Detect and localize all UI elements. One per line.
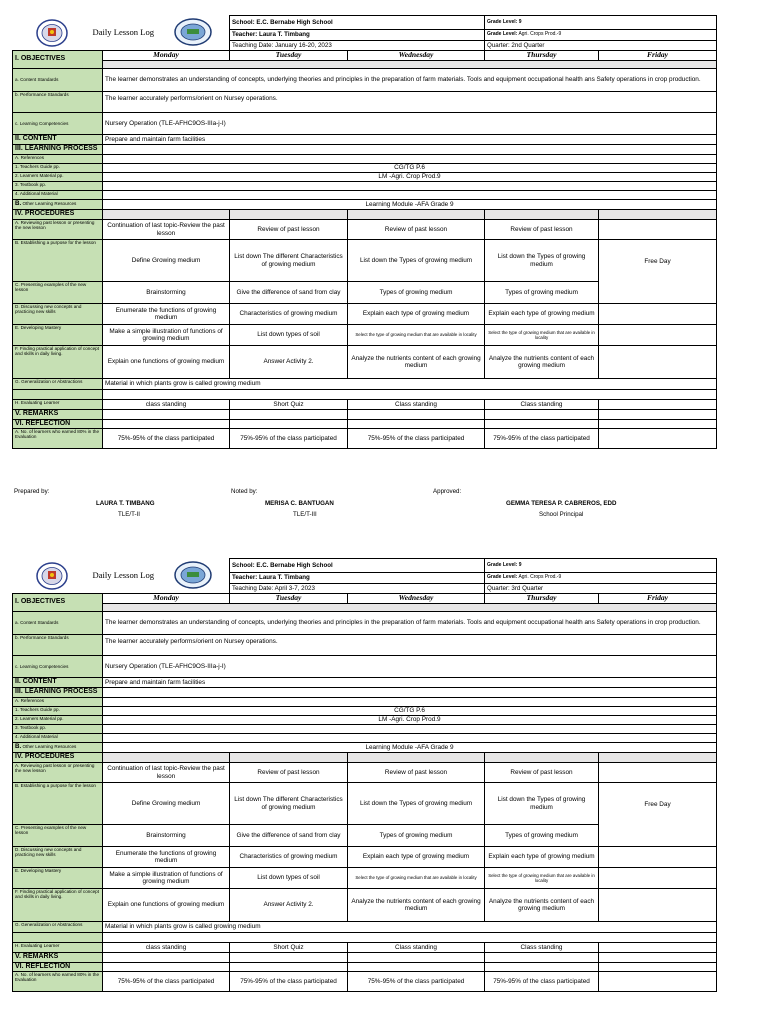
remarks-cell	[599, 410, 717, 420]
learners-material: LM -Agri. Crop Prod.9	[103, 173, 717, 182]
procedures-spacer	[103, 753, 230, 763]
prepared-by-label: Prepared by:	[14, 488, 50, 495]
proc-f-cell	[599, 346, 717, 379]
proc-f-cell: Analyze the nutrients content of each growing medium	[348, 346, 485, 379]
learning-process-blank	[103, 145, 717, 155]
procedures-spacer	[599, 210, 717, 220]
proc-e-cell: Select the type of growing medium that are available in locality	[485, 325, 599, 346]
deped-seal-icon	[35, 18, 69, 48]
refl-a-cell	[599, 972, 717, 992]
proc-h-cell: class standing	[103, 400, 230, 410]
proc-e-cell	[599, 325, 717, 346]
content-heading: II. CONTENT	[13, 678, 103, 688]
other-resources-label-text: Other Learning Resources	[21, 201, 77, 207]
remarks-heading: V. REMARKS	[13, 953, 103, 963]
lesson-log-table	[12, 558, 717, 992]
procedures-spacer	[485, 753, 599, 763]
free-day: Free Day	[599, 240, 717, 304]
content: Prepare and maintain farm facilities	[103, 135, 717, 145]
refl-a-cell: 75%-95% of the class participated	[348, 972, 485, 992]
competencies: Nursery Operation (TLE-AFHC9OS-IIIa-j-I)	[103, 656, 717, 678]
procedures-heading: IV. PROCEDURES	[13, 753, 103, 763]
references-blank	[103, 155, 717, 164]
proc-c-cell: Brainstorming	[103, 282, 230, 304]
proc-h-label: H. Evaluating Learner	[13, 400, 103, 410]
proc-b-cell: List down The different Characteristics of growing medium	[230, 783, 348, 825]
proc-d-cell: Explain each type of growing medium	[485, 304, 599, 325]
reflection-cell	[230, 420, 348, 429]
references-label: A. References	[13, 698, 103, 707]
refl-a-cell: 75%-95% of the class participated	[348, 429, 485, 449]
proc-h-cell: class standing	[103, 943, 230, 953]
competencies-label: c. Learning Competencies	[13, 656, 103, 678]
proc-g-label: G. Generalization or Abstractions	[13, 922, 103, 933]
proc-e-cell: List down types of soil	[230, 868, 348, 889]
proc-d-cell	[599, 304, 717, 325]
remarks-cell	[599, 953, 717, 963]
proc-f-cell: Analyze the nutrients content of each growing medium	[485, 346, 599, 379]
refl-a-cell: 75%-95% of the class participated	[230, 429, 348, 449]
proc-f-label: F. Finding practical application of concept and skills in daily living.	[13, 346, 103, 379]
learning-area-value: Agri. Crops Prod.-9	[518, 574, 562, 581]
proc-d-cell: Explain each type of growing medium	[348, 304, 485, 325]
proc-e-cell: Select the type of growing medium that are available in locality	[485, 868, 599, 889]
proc-g-spacer	[103, 933, 717, 943]
proc-h-cell	[599, 943, 717, 953]
proc-d-cell: Characteristics of growing medium	[230, 847, 348, 868]
references-blank	[103, 698, 717, 707]
proc-a-cell: Continuation of last topic-Review the past lesson	[103, 220, 230, 240]
grade-level-text: Grade Level: 9	[487, 18, 522, 25]
content-standards-label: a. Content Standards	[13, 69, 103, 92]
proc-g-spacer-label	[13, 933, 103, 943]
proc-a-cell: Review of past lesson	[348, 220, 485, 240]
refl-a-cell: 75%-95% of the class participated	[485, 972, 599, 992]
proc-f-cell: Analyze the nutrients content of each growing medium	[485, 889, 599, 922]
learners-material-label: 2. Learners Material pp.	[13, 716, 103, 725]
header-logo-cell	[13, 559, 230, 594]
teachers-guide-label: 1. Teachers Guide pp.	[13, 707, 103, 716]
objectives-heading: I. OBJECTIVES	[13, 51, 103, 69]
procedures-spacer	[103, 210, 230, 220]
proc-a-cell	[599, 763, 717, 783]
proc-c-cell: Give the difference of sand from clay	[230, 282, 348, 304]
day-wednesday: Wednesday	[348, 594, 485, 604]
log-title: Daily Lesson Log	[92, 26, 155, 37]
proc-d-cell: Enumerate the functions of growing medium	[103, 847, 230, 868]
additional-blank	[103, 734, 717, 743]
teacher-name: Teacher: Laura T. Timbang	[230, 573, 485, 584]
refl-a-cell: 75%-95% of the class participated	[103, 972, 230, 992]
proc-e-cell: List down types of soil	[230, 325, 348, 346]
day-thursday: Thursday	[485, 51, 599, 61]
teaching-date: Teaching Date: January 16-20, 2023	[230, 41, 485, 51]
day-monday: Monday	[103, 51, 230, 61]
refl-a-label: A. No. of learners who earned 80% in the Evaluation	[13, 972, 103, 992]
teachers-guide: CG/TG P.6	[103, 707, 717, 716]
content-standards: The learner demonstrates an understanding of concepts, underlying theories and principles in the preparation of farm materials. Tools and equipment occupational health ans Safety operations in crop production.	[103, 69, 717, 92]
proc-h-cell: Class standing	[348, 943, 485, 953]
proc-f-cell	[599, 889, 717, 922]
proc-a-cell: Review of past lesson	[485, 763, 599, 783]
quarter: Quarter: 3rd Quarter	[485, 584, 717, 594]
proc-a-cell: Review of past lesson	[230, 220, 348, 240]
grade-level	[485, 559, 717, 573]
procedures-spacer	[348, 753, 485, 763]
proc-h-cell: Short Quiz	[230, 400, 348, 410]
proc-h-cell: Class standing	[348, 400, 485, 410]
proc-h-cell	[599, 400, 717, 410]
proc-b-cell: List down the Types of growing medium	[485, 240, 599, 282]
proc-c-cell: Types of growing medium	[485, 282, 599, 304]
reflection-cell	[230, 963, 348, 972]
reflection-cell	[103, 963, 230, 972]
proc-f-cell: Explain one functions of growing medium	[103, 889, 230, 922]
proc-d-cell	[599, 847, 717, 868]
proc-c-cell: Types of growing medium	[348, 282, 485, 304]
procedures-spacer	[230, 210, 348, 220]
proc-c-label: C. Presenting examples of the new lesson	[13, 825, 103, 847]
proc-a-cell: Review of past lesson	[348, 763, 485, 783]
objectives-heading: I. OBJECTIVES	[13, 594, 103, 612]
approved-label: Approved:	[433, 488, 462, 495]
proc-c-cell: Types of growing medium	[485, 825, 599, 847]
refl-a-cell: 75%-95% of the class participated	[103, 429, 230, 449]
performance-standards: The learner accurately performs/orient on Nursey operations.	[103, 635, 717, 656]
remarks-cell	[230, 953, 348, 963]
remarks-cell	[230, 410, 348, 420]
proc-g-label: G. Generalization or Abstractions	[13, 379, 103, 390]
proc-g-spacer	[103, 390, 717, 400]
quarter: Quarter: 2nd Quarter	[485, 41, 717, 51]
proc-e-cell	[599, 868, 717, 889]
textbook-blank	[103, 182, 717, 191]
proc-a-cell: Review of past lesson	[485, 220, 599, 240]
proc-d-label: D. Discussing new concepts and practicing new skills	[13, 847, 103, 868]
noted-by-name: MERISA C. BANTUGAN	[265, 500, 334, 507]
proc-f-label: F. Finding practical application of concept and skills in daily living.	[13, 889, 103, 922]
proc-f-cell: Answer Activity 2.	[230, 346, 348, 379]
teachers-guide: CG/TG P.6	[103, 164, 717, 173]
performance-standards-label: b. Performance Standards	[13, 635, 103, 656]
proc-e-cell: Make a simple illustration of functions of growing medium	[103, 868, 230, 889]
other-resources-label	[13, 743, 103, 753]
day-wednesday: Wednesday	[348, 51, 485, 61]
remarks-cell	[348, 953, 485, 963]
reflection-cell	[348, 420, 485, 429]
textbook-label: 3. Textbook pp.	[13, 182, 103, 191]
remarks-cell	[485, 953, 599, 963]
day-tuesday: Tuesday	[230, 51, 348, 61]
other-resources-label	[13, 200, 103, 210]
proc-d-label: D. Discussing new concepts and practicing new skills	[13, 304, 103, 325]
remarks-heading: V. REMARKS	[13, 410, 103, 420]
content: Prepare and maintain farm facilities	[103, 678, 717, 688]
reflection-cell	[599, 963, 717, 972]
references-label: A. References	[13, 155, 103, 164]
reflection-heading: VI. REFLECTION	[13, 420, 103, 429]
free-day: Free Day	[599, 783, 717, 847]
proc-b-label: B. Establishing a purpose for the lesson	[13, 783, 103, 825]
remarks-cell	[348, 410, 485, 420]
proc-a-cell: Continuation of last topic-Review the past lesson	[103, 763, 230, 783]
proc-e-cell: Select the type of growing medium that are available in locality	[348, 868, 485, 889]
learning-area-prefix: Grade Level:	[487, 574, 518, 581]
additional-material-label: 4. Additional Material	[13, 734, 103, 743]
proc-d-cell: Explain each type of growing medium	[348, 847, 485, 868]
procedures-spacer	[599, 753, 717, 763]
proc-h-label: H. Evaluating Learner	[13, 943, 103, 953]
performance-standards: The learner accurately performs/orient on Nursey operations.	[103, 92, 717, 113]
proc-d-cell: Characteristics of growing medium	[230, 304, 348, 325]
school-seal-icon	[173, 17, 213, 47]
procedures-spacer	[230, 753, 348, 763]
lesson-log-quarter-2	[12, 15, 716, 449]
lesson-log-quarter-3	[12, 558, 716, 992]
proc-h-cell: Class standing	[485, 943, 599, 953]
procedures-spacer	[348, 210, 485, 220]
day-tuesday: Tuesday	[230, 594, 348, 604]
proc-g-spacer-label	[13, 390, 103, 400]
proc-b-cell: List down the Types of growing medium	[348, 240, 485, 282]
noted-by-label: Noted by:	[231, 488, 258, 495]
proc-f-cell: Explain one functions of growing medium	[103, 346, 230, 379]
refl-a-cell: 75%-95% of the class participated	[230, 972, 348, 992]
other-resources: Learning Module -AFA Grade 9	[103, 200, 717, 210]
textbook-blank	[103, 725, 717, 734]
learning-area-value: Agri. Crops Prod.-9	[518, 31, 562, 38]
proc-d-cell: Enumerate the functions of growing medium	[103, 304, 230, 325]
signatories	[12, 486, 716, 526]
proc-h-cell: Class standing	[485, 400, 599, 410]
learning-area	[485, 30, 717, 41]
approved-name: GEMMA TERESA P. CABREROS, EDD	[506, 500, 617, 507]
additional-blank	[103, 191, 717, 200]
reflection-cell	[599, 420, 717, 429]
day-thursday: Thursday	[485, 594, 599, 604]
remarks-cell	[103, 953, 230, 963]
learning-process-blank	[103, 688, 717, 698]
textbook-label: 3. Textbook pp.	[13, 725, 103, 734]
noted-by-title: TLE/T-III	[293, 511, 317, 518]
reflection-cell	[485, 963, 599, 972]
reflection-cell	[485, 420, 599, 429]
approved-title: School Principal	[539, 511, 584, 518]
other-resources-label-text: Other Learning Resources	[21, 744, 77, 750]
proc-f-cell: Answer Activity 2.	[230, 889, 348, 922]
proc-a-label: A. Reviewing past lesson or presenting the new lesson	[13, 220, 103, 240]
learners-material: LM -Agri. Crop Prod.9	[103, 716, 717, 725]
deped-seal-icon	[35, 561, 69, 591]
learning-process-heading: III. LEARNING PROCESS	[13, 145, 103, 155]
proc-e-cell: Select the type of growing medium that are available in locality	[348, 325, 485, 346]
remarks-cell	[103, 410, 230, 420]
content-heading: II. CONTENT	[13, 135, 103, 145]
proc-b-cell: List down The different Characteristics of growing medium	[230, 240, 348, 282]
learners-material-label: 2. Learners Material pp.	[13, 173, 103, 182]
proc-a-cell	[599, 220, 717, 240]
competencies-label: c. Learning Competencies	[13, 113, 103, 135]
objectives-spacer	[103, 604, 717, 612]
school-seal-icon	[173, 560, 213, 590]
proc-e-label: E. Developing Mastery	[13, 325, 103, 346]
proc-d-cell: Explain each type of growing medium	[485, 847, 599, 868]
proc-f-cell: Analyze the nutrients content of each growing medium	[348, 889, 485, 922]
procedures-heading: IV. PROCEDURES	[13, 210, 103, 220]
proc-c-cell: Give the difference of sand from clay	[230, 825, 348, 847]
learning-area	[485, 573, 717, 584]
content-standards: The learner demonstrates an understanding of concepts, underlying theories and principles in the preparation of farm materials. Tools and equipment occupational health ans Safety operations in crop production.	[103, 612, 717, 635]
performance-standards-label: b. Performance Standards	[13, 92, 103, 113]
proc-b-label: B. Establishing a purpose for the lesson	[13, 240, 103, 282]
proc-b-cell: List down the Types of growing medium	[485, 783, 599, 825]
other-resources-prefix: B.	[15, 200, 22, 208]
additional-material-label: 4. Additional Material	[13, 191, 103, 200]
proc-c-cell: Types of growing medium	[348, 825, 485, 847]
header-logo-cell	[13, 16, 230, 51]
reflection-cell	[348, 963, 485, 972]
reflection-heading: VI. REFLECTION	[13, 963, 103, 972]
school-name: School: E.C. Bernabe High School	[230, 16, 485, 30]
reflection-cell	[103, 420, 230, 429]
day-monday: Monday	[103, 594, 230, 604]
proc-b-cell: Define Growing medium	[103, 783, 230, 825]
prepared-by-name: LAURA T. TIMBANG	[96, 500, 155, 507]
proc-h-cell: Short Quiz	[230, 943, 348, 953]
grade-level	[485, 16, 717, 30]
other-resources: Learning Module -AFA Grade 9	[103, 743, 717, 753]
lesson-log-table	[12, 15, 717, 449]
learning-area-prefix: Grade Level:	[487, 31, 518, 38]
teaching-date: Teaching Date: April 3-7, 2023	[230, 584, 485, 594]
proc-g: Material in which plants grow is called growing medium	[103, 922, 717, 933]
learning-process-heading: III. LEARNING PROCESS	[13, 688, 103, 698]
refl-a-cell	[599, 429, 717, 449]
day-friday: Friday	[599, 51, 717, 61]
proc-g: Material in which plants grow is called growing medium	[103, 379, 717, 390]
competencies: Nursery Operation (TLE-AFHC9OS-IIIa-j-I)	[103, 113, 717, 135]
school-name: School: E.C. Bernabe High School	[230, 559, 485, 573]
content-standards-label: a. Content Standards	[13, 612, 103, 635]
teacher-name: Teacher: Laura T. Timbang	[230, 30, 485, 41]
other-resources-prefix: B.	[15, 743, 22, 751]
proc-b-cell: Define Growing medium	[103, 240, 230, 282]
refl-a-label: A. No. of learners who earned 80% in the Evaluation	[13, 429, 103, 449]
day-friday: Friday	[599, 594, 717, 604]
refl-a-cell: 75%-95% of the class participated	[485, 429, 599, 449]
proc-e-cell: Make a simple illustration of functions of growing medium	[103, 325, 230, 346]
proc-a-cell: Review of past lesson	[230, 763, 348, 783]
proc-a-label: A. Reviewing past lesson or presenting the new lesson	[13, 763, 103, 783]
proc-e-label: E. Developing Mastery	[13, 868, 103, 889]
objectives-spacer	[103, 61, 717, 69]
grade-level-text: Grade Level: 9	[487, 561, 522, 568]
proc-c-label: C. Presenting examples of the new lesson	[13, 282, 103, 304]
procedures-spacer	[485, 210, 599, 220]
proc-b-cell: List down the Types of growing medium	[348, 783, 485, 825]
proc-c-cell: Brainstorming	[103, 825, 230, 847]
teachers-guide-label: 1. Teachers Guide pp.	[13, 164, 103, 173]
log-title: Daily Lesson Log	[92, 569, 155, 580]
remarks-cell	[485, 410, 599, 420]
prepared-by-title: TLE/T-II	[118, 511, 141, 518]
